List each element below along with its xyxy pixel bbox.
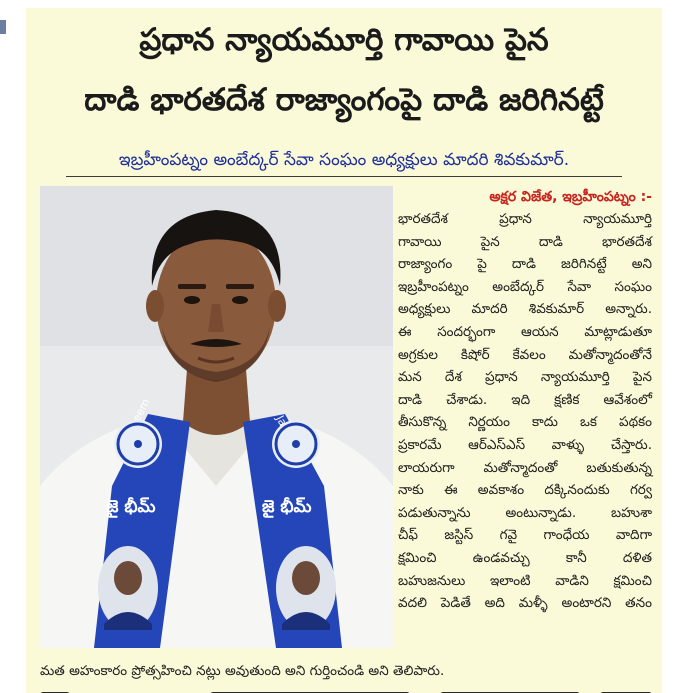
dateline: అక్షర విజేత, ఇబ్రహీంపట్నం :- [489, 189, 652, 205]
scan-edge-mark [0, 20, 6, 34]
body-line: నాకు ఈ అవకాశం దక్కినందుకు గర్వ [398, 482, 652, 499]
article-body-tail: మత అహంకారం ప్రోత్సహించి నట్లు అవుతుంది అని గుర్తించండి అని తెలిపారు. [40, 663, 445, 679]
headline-line-2: దాడి భారతదేశ రాజ్యాంగంపై దాడి జరిగినట్టే [84, 82, 604, 118]
body-line: అధ్యక్షులు మాదరి శివకుమార్ అన్నారు. [398, 301, 652, 318]
stole-caption-right: జై భీమ్ [262, 497, 312, 517]
newspaper-clipping [26, 8, 662, 693]
body-line: క్షమించి ఉండవచ్చు కానీ దళిత [398, 549, 652, 566]
body-line: అగ్రకుల కిషోర్ కేవలం మతోన్మాదంతోనే [398, 346, 652, 363]
body-line: గావాయి పైన దాడి భారతదేశ [398, 233, 652, 250]
body-line: చీఫ్ జస్టిస్ గవై గాంధేయ వాదిగా [398, 527, 652, 544]
body-line: ప్రకారమే ఆర్ఎస్ఎస్ వాళ్ళు చేస్తారు. [398, 436, 652, 453]
body-line: తీసుకొన్న నిర్ణయం కాదు ఒక పథకం [398, 414, 652, 431]
article-body-column [398, 208, 652, 615]
body-line: దాడి చేశాడు. ఇది క్షణిక ఆవేశంలో [398, 391, 652, 408]
headline-line-1: ప్రధాన న్యాయమూర్తి గావాయి పైన [139, 22, 549, 58]
body-line: రాజ్యాంగం పై దాడి జరిగినట్టే అని [398, 256, 652, 273]
body-line: వదలి పెడితే అది మళ్ళీ అంటారని తనం [398, 595, 652, 612]
body-line: పడుతున్నాను అంటున్నాడు. బహుశా [398, 504, 652, 521]
body-line: భారతదేశ ప్రధాన న్యాయమూర్తి [398, 211, 652, 227]
portrait-illustration [40, 186, 393, 648]
next-story-headline-fragment [40, 686, 652, 693]
body-line: మన దేశ ప్రధాన న్యాయమూర్తి పైన [398, 369, 652, 386]
stole-caption-left: జై భీమ్ [106, 497, 156, 517]
portrait-photo [40, 186, 393, 648]
body-line: ఈ సందర్భంగా ఆయన మాట్లాడుతూ [398, 323, 652, 340]
body-line: లాయరుగా మతోన్మాదంతో బతుకుతున్న [398, 459, 652, 476]
subheadline: ఇబ్రహీంపట్నం అంబేద్కర్ సేవా సంఘం అధ్యక్షులు మాదరి శివకుమార్. [118, 150, 570, 170]
body-line: ఇబ్రహీంపట్నం అంబేద్కర్ సేవా సంఘం [398, 278, 652, 295]
body-line: బహుజనులు ఇలాంటి వాడిని క్షమించి [398, 572, 652, 589]
subheadline-underline [66, 176, 622, 177]
